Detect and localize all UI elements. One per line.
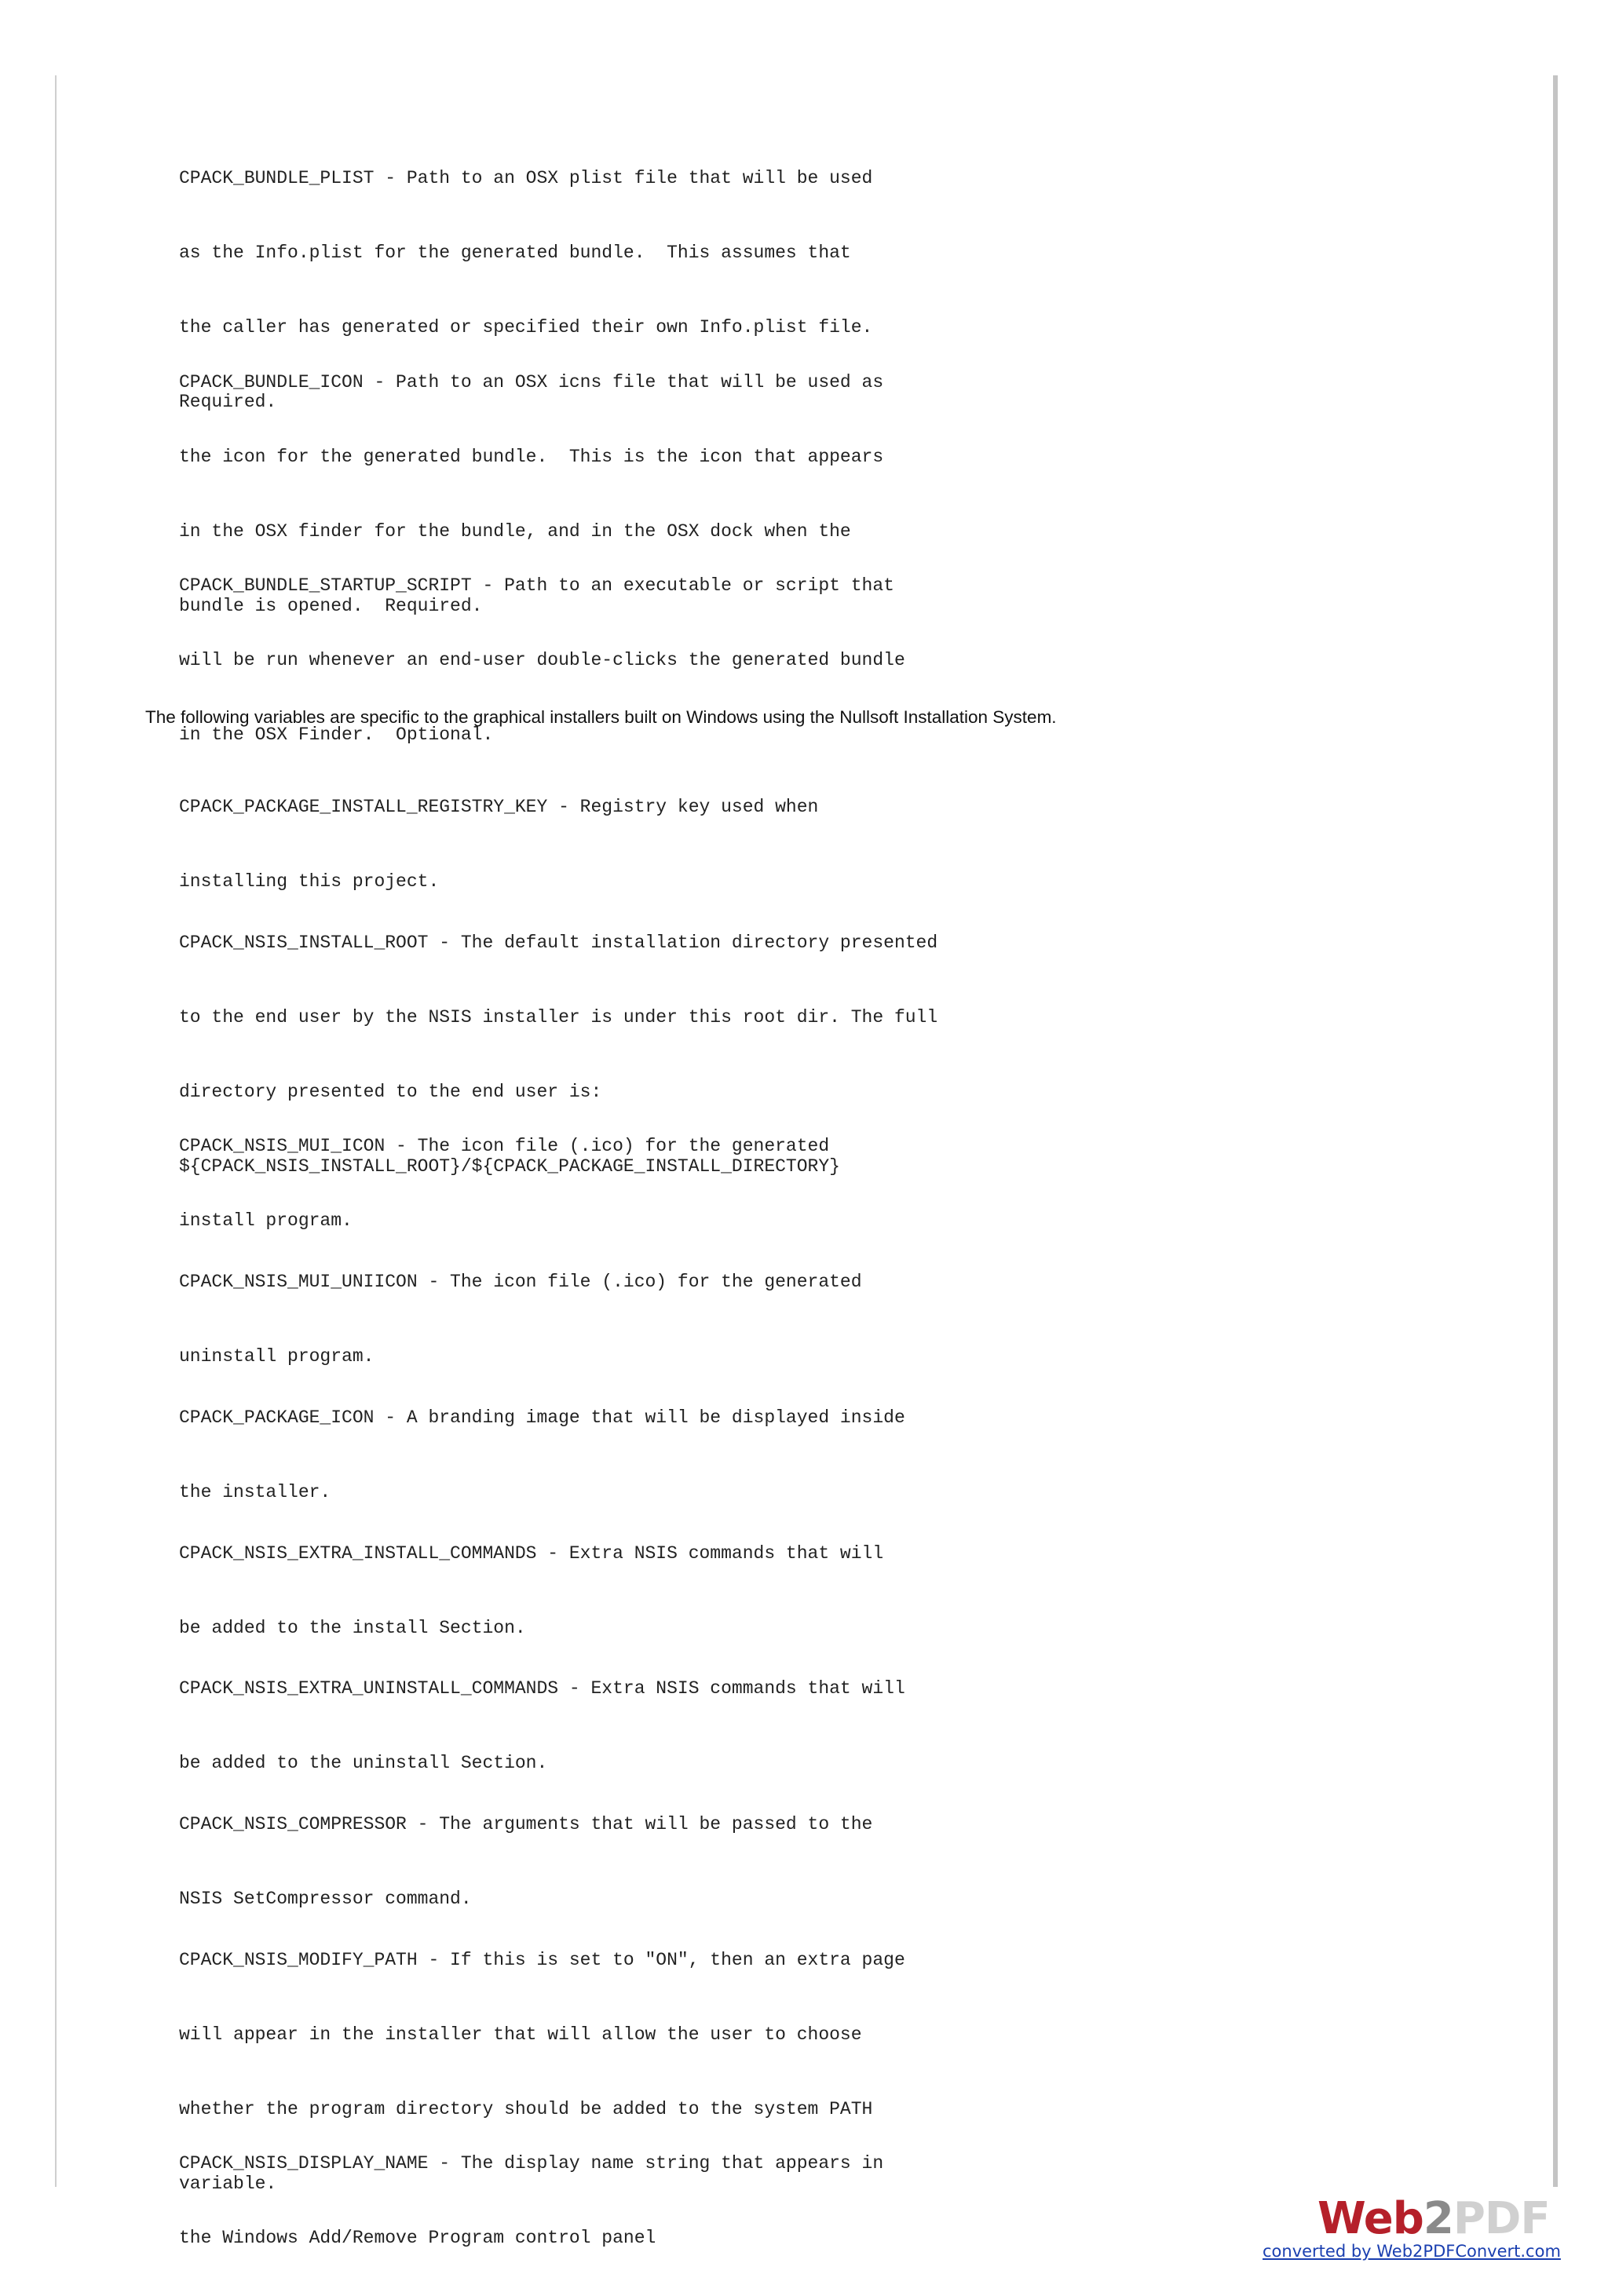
- logo-text-pdf: PDF: [1453, 2193, 1550, 2244]
- web2pdf-logo: [1317, 2193, 1550, 2244]
- entry-line: CPACK_BUNDLE_PLIST - Path to an OSX plist file that will be used: [179, 168, 873, 188]
- entry-line: CPACK_NSIS_COMPRESSOR - The arguments that will be passed to the: [179, 1814, 873, 1834]
- entry-line: as the Info.plist for the generated bundle. This assumes that: [179, 243, 851, 263]
- converted-by-link[interactable]: converted by Web2PDFConvert.com: [1263, 2242, 1561, 2261]
- entry-line: be added to the uninstall Section.: [179, 1753, 548, 1773]
- entry-line: Required.: [179, 392, 277, 412]
- entry-line: to the end user by the NSIS installer is under this root dir. The full: [179, 1007, 938, 1028]
- entry-line: ${CPACK_NSIS_INSTALL_ROOT}/${CPACK_PACKAGE_INSTALL_DIRECTORY}: [179, 1156, 840, 1177]
- logo-text-2: 2: [1423, 2193, 1453, 2244]
- entry-line: in the OSX finder for the bundle, and in the OSX dock when the: [179, 521, 851, 542]
- entry-line: be added to the install Section.: [179, 1618, 526, 1638]
- entry-line: whether the program directory should be added to the system PATH: [179, 2099, 873, 2119]
- entry-line: CPACK_NSIS_DISPLAY_NAME - The display name string that appears in: [179, 2153, 884, 2174]
- entry-line: variable.: [179, 2174, 277, 2194]
- entry-line: CPACK_BUNDLE_ICON - Path to an OSX icns file that will be used as: [179, 372, 884, 392]
- entry-line: CPACK_PACKAGE_ICON - A branding image that will be displayed inside: [179, 1407, 905, 1428]
- entry-line: NSIS SetCompressor command.: [179, 1889, 472, 1909]
- entry-line: uninstall program.: [179, 1346, 375, 1367]
- entry-line: CPACK_NSIS_MUI_ICON - The icon file (.ico) for the generated: [179, 1136, 830, 1156]
- entry-line: CPACK_NSIS_EXTRA_UNINSTALL_COMMANDS - Extra NSIS commands that will: [179, 1678, 905, 1699]
- entry-line: will appear in the installer that will allow the user to choose: [179, 2024, 862, 2045]
- entry-line: the Windows Add/Remove Program control panel: [179, 2228, 656, 2248]
- entry-line: CPACK_NSIS_MODIFY_PATH - If this is set to "ON", then an extra page: [179, 1950, 905, 1970]
- logo-text-web: Web: [1317, 2193, 1423, 2244]
- entry-line: CPACK_BUNDLE_STARTUP_SCRIPT - Path to an executable or script that: [179, 575, 894, 596]
- entry-line: bundle is opened. Required.: [179, 596, 483, 616]
- entry-line: the installer.: [179, 1482, 331, 1502]
- entry-line: in the OSX Finder. Optional.: [179, 725, 494, 745]
- entry-line: the caller has generated or specified their own Info.plist file.: [179, 317, 873, 338]
- nsis-intro-paragraph: The following variables are specific to the graphical installers built on Windows using the Nullsoft Installation System.: [145, 707, 1057, 727]
- entry-line: CPACK_NSIS_EXTRA_INSTALL_COMMANDS - Extra NSIS commands that will: [179, 1543, 884, 1564]
- entry-line: will be run whenever an end-user double-clicks the generated bundle: [179, 650, 905, 670]
- entry-line: directory presented to the end user is:: [179, 1082, 602, 1102]
- entry-line: CPACK_PACKAGE_INSTALL_REGISTRY_KEY - Registry key used when: [179, 797, 819, 817]
- entry-line: CPACK_NSIS_MUI_UNIICON - The icon file (.ico) for the generated: [179, 1272, 862, 1292]
- entry-line: installing this project.: [179, 871, 440, 892]
- entry-line: CPACK_NSIS_INSTALL_ROOT - The default installation directory presented: [179, 933, 938, 953]
- entry-cpack-nsis-display-name: [179, 2106, 883, 2296]
- entry-line: the icon for the generated bundle. This is the icon that appears: [179, 447, 884, 467]
- entry-line: install program.: [179, 1210, 353, 1231]
